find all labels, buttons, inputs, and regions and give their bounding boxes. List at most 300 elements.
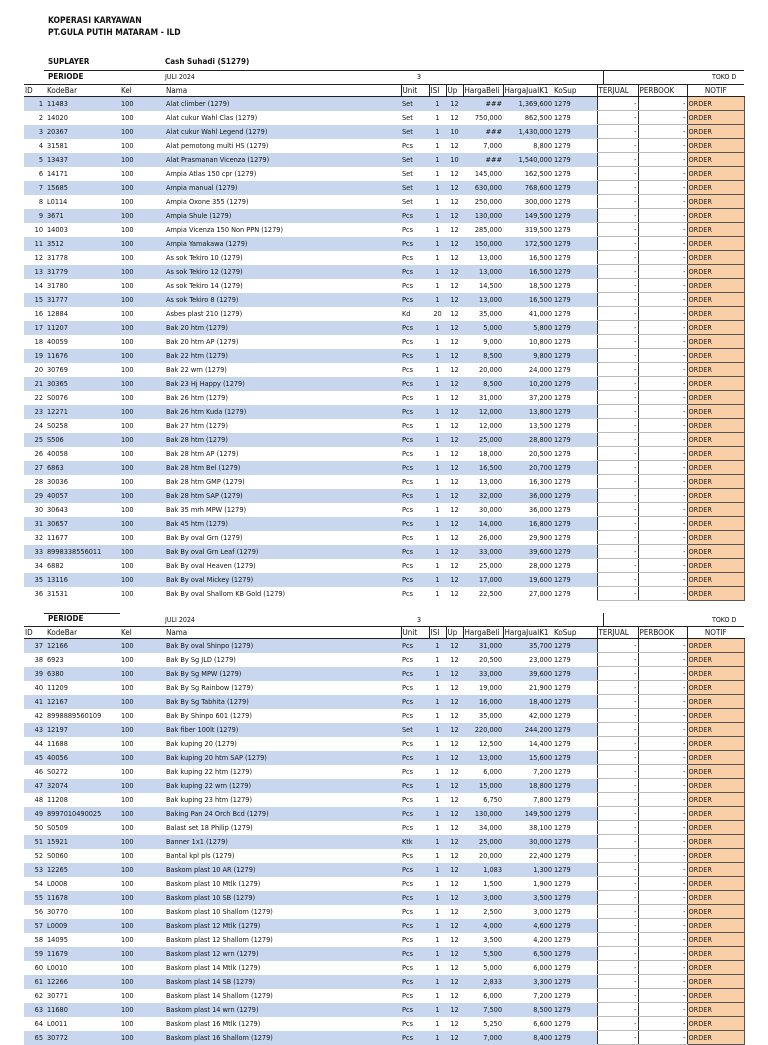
cell-nama: Bak By oval Grn Leaf (1279) <box>165 545 401 559</box>
cell-kodebar: S0272 <box>47 766 68 776</box>
cell-unit: Pcs <box>402 476 413 486</box>
cell-hargabeli: 20,000 <box>479 364 502 374</box>
cell-up: 12 <box>450 560 459 570</box>
cell-unit: Set <box>401 125 429 139</box>
section-number-2: 3 <box>417 616 422 624</box>
cell-unit: Pcs <box>402 392 413 402</box>
cell-terjual: - <box>597 877 638 891</box>
cell-nama: Bak By Sg MPW (1279) <box>165 667 401 681</box>
cell-unit: Pcs <box>402 532 413 542</box>
cell-perbook: - <box>638 667 687 681</box>
cell-hargajual: 10,200 <box>503 377 553 391</box>
cell-hargajual: 39,600 <box>503 667 553 681</box>
cell-kosup: 1279 <box>554 560 571 570</box>
cell-id: 26 <box>34 448 43 458</box>
cell-kodebar: 30769 <box>47 364 68 374</box>
cell-hargajual: 14,400 <box>529 738 552 748</box>
cell-hargabeli: 30,000 <box>479 504 502 514</box>
cell-kosup: 1279 <box>553 97 597 111</box>
cell-kel: 100 <box>121 448 134 458</box>
cell-id: 24 <box>34 420 43 430</box>
cell-nama: Alat climber (1279) <box>165 97 401 111</box>
cell-kodebar: L0011 <box>47 1018 68 1028</box>
cell-unit: Pcs <box>401 545 429 559</box>
cell-kodebar: 12266 <box>46 975 120 989</box>
order-badge: ORDER <box>687 531 744 545</box>
cell-kosup: 1279 <box>554 252 571 262</box>
cell-up: 12 <box>450 168 459 178</box>
cell-terjual: - <box>597 821 638 835</box>
cell-perbook: - <box>638 695 687 709</box>
cell-kel: 100 <box>120 1031 165 1045</box>
cell-hargabeli: 14,500 <box>479 280 502 290</box>
table-header-row <box>24 85 744 97</box>
cell-id: 16 <box>34 308 43 318</box>
cell-up: 12 <box>446 863 463 877</box>
cell-perbook: - <box>638 139 687 153</box>
cell-isi: 1 <box>429 293 446 307</box>
order-badge: ORDER <box>687 307 744 321</box>
cell-kosup: 1279 <box>553 779 597 793</box>
cell-kodebar: 8998338556011 <box>46 545 120 559</box>
cell-kodebar: 12166 <box>46 639 120 653</box>
table-row <box>24 307 744 321</box>
cell-hargabeli: 17,000 <box>463 573 503 587</box>
cell-nama: Baskom plast 14 SB (1279) <box>165 975 401 989</box>
cell-isi: 1 <box>435 420 440 430</box>
table-row <box>24 573 744 587</box>
cell-hargajual: 29,900 <box>529 532 552 542</box>
order-badge: ORDER <box>687 835 744 849</box>
col-terjual: TERJUAL <box>597 627 638 639</box>
cell-perbook: - <box>638 251 687 265</box>
cell-kel: 100 <box>121 392 134 402</box>
cell-kosup: 1279 <box>554 364 571 374</box>
cell-kosup: 1279 <box>554 336 571 346</box>
cell-unit: Pcs <box>402 794 413 804</box>
cell-hargabeli: 35,000 <box>479 710 502 720</box>
cell-unit: Pcs <box>402 1018 413 1028</box>
cell-isi: 1 <box>429 377 446 391</box>
cell-isi: 1 <box>429 461 446 475</box>
cell-nama: Bak kuping 20 htm SAP (1279) <box>165 751 401 765</box>
cell-hargajual: 3,500 <box>503 891 553 905</box>
cell-kosup: 1279 <box>553 919 597 933</box>
cell-kodebar: 15685 <box>46 181 120 195</box>
cell-id: 55 <box>24 891 46 905</box>
cell-id: 28 <box>34 476 43 486</box>
table-row <box>24 545 744 559</box>
cell-kel: 100 <box>121 962 134 972</box>
cell-hargajual: 244,200 <box>503 723 553 737</box>
table-row <box>24 139 744 153</box>
cell-up: 12 <box>450 252 459 262</box>
table-row <box>24 279 744 293</box>
cell-kosup: 1279 <box>554 280 571 290</box>
cell-kosup: 1279 <box>554 504 571 514</box>
cell-terjual: - <box>597 265 638 279</box>
cell-terjual: - <box>597 695 638 709</box>
cell-id: 31 <box>24 517 46 531</box>
cell-hargajual: 38,100 <box>529 822 552 832</box>
cell-kosup: 1279 <box>554 392 571 402</box>
table-row <box>24 653 744 667</box>
table-row <box>24 293 744 307</box>
cell-perbook: - <box>638 419 687 433</box>
cell-hargabeli: 8,500 <box>463 377 503 391</box>
cell-kosup: 1279 <box>553 433 597 447</box>
cell-id: 1 <box>24 97 46 111</box>
col-hargabeli: HargaBeli <box>463 85 503 97</box>
cell-perbook: - <box>638 461 687 475</box>
cell-terjual: - <box>597 849 638 863</box>
table-row <box>24 723 744 737</box>
order-badge: ORDER <box>687 209 744 223</box>
cell-hargabeli: 3,000 <box>463 891 503 905</box>
table-row <box>24 1017 744 1031</box>
cell-perbook: - <box>638 279 687 293</box>
table-row <box>24 681 744 695</box>
cell-hargajual: 7,200 <box>533 766 552 776</box>
cell-kel: 100 <box>121 766 134 776</box>
cell-up: 12 <box>446 1031 463 1045</box>
cell-nama: Bak 22 htm (1279) <box>165 349 401 363</box>
cell-kosup: 1279 <box>553 125 597 139</box>
order-badge: ORDER <box>687 723 744 737</box>
cell-hargajual: 6,000 <box>533 962 552 972</box>
cell-up: 12 <box>450 794 459 804</box>
cell-unit: Set <box>402 196 413 206</box>
cell-kodebar: 31778 <box>47 252 68 262</box>
cell-terjual: - <box>597 933 638 947</box>
cell-hargajual: 7,200 <box>533 990 552 1000</box>
cell-nama: Baskom plast 14 Mtlk (1279) <box>166 962 261 972</box>
cell-kel: 100 <box>121 934 134 944</box>
cell-isi: 1 <box>435 794 440 804</box>
cell-kosup: 1279 <box>553 667 597 681</box>
col-kodebar: KodeBar <box>46 627 120 639</box>
cell-nama: Baking Pan 24 Orch Bcd (1279) <box>165 807 401 821</box>
cell-id: 34 <box>34 560 43 570</box>
cell-hargajual: 16,800 <box>503 517 553 531</box>
cell-terjual: - <box>597 835 638 849</box>
cell-perbook: - <box>638 209 687 223</box>
table-row <box>24 531 744 545</box>
cell-kosup: 1279 <box>553 293 597 307</box>
cell-hargajual: 19,600 <box>503 573 553 587</box>
cell-kodebar: 15921 <box>46 835 120 849</box>
cell-up: 12 <box>450 682 459 692</box>
cell-hargajual: 7,800 <box>533 794 552 804</box>
cell-isi: 1 <box>435 168 440 178</box>
cell-hargabeli: 18,000 <box>479 448 502 458</box>
cell-kodebar: 11678 <box>46 891 120 905</box>
cell-unit: Pcs <box>402 280 413 290</box>
cell-unit: Pcs <box>402 710 413 720</box>
cell-kodebar: S0258 <box>47 420 68 430</box>
cell-hargajual: 23,000 <box>529 654 552 664</box>
cell-isi: 1 <box>429 321 446 335</box>
cell-terjual: - <box>597 765 638 779</box>
cell-perbook: - <box>638 947 687 961</box>
cell-nama: Bak By oval Shinpo (1279) <box>165 639 401 653</box>
cell-unit: Pcs <box>402 140 413 150</box>
org-name: KOPERASI KARYAWAN <box>48 16 142 26</box>
cell-hargabeli: 750,000 <box>474 112 502 122</box>
cell-isi: 1 <box>435 766 440 776</box>
cell-unit: Pcs <box>402 420 413 430</box>
table-row <box>24 405 744 419</box>
table-row <box>24 265 744 279</box>
cell-id: 64 <box>34 1018 43 1028</box>
cell-up: 12 <box>446 1003 463 1017</box>
order-badge: ORDER <box>687 863 744 877</box>
cell-nama: Ampia manual (1279) <box>165 181 401 195</box>
cell-isi: 1 <box>429 125 446 139</box>
cell-hargabeli: 7,000 <box>483 140 502 150</box>
cell-kel: 100 <box>121 476 134 486</box>
order-badge: ORDER <box>687 363 744 377</box>
section-number: 3 <box>417 73 422 81</box>
cell-terjual: - <box>597 503 638 517</box>
col-up: Up <box>446 627 463 639</box>
cell-hargajual: 4,600 <box>503 919 553 933</box>
cell-nama: Bak 28 htm SAP (1279) <box>165 489 401 503</box>
cell-perbook: - <box>638 587 687 601</box>
cell-kodebar: 11207 <box>46 321 120 335</box>
col-notif: NOTIF <box>687 85 744 97</box>
cell-nama: Bak kuping 20 (1279) <box>166 738 237 748</box>
cell-id: 2 <box>38 112 43 122</box>
cell-id: 4 <box>38 140 43 150</box>
cell-kel: 100 <box>120 293 165 307</box>
cell-isi: 1 <box>435 738 440 748</box>
cell-terjual: - <box>597 559 638 573</box>
cell-terjual: - <box>597 723 638 737</box>
cell-up: 12 <box>450 476 459 486</box>
cell-isi: 1 <box>429 779 446 793</box>
cell-kel: 100 <box>121 906 134 916</box>
cell-kel: 100 <box>121 878 134 888</box>
table-row <box>24 765 744 779</box>
cell-kodebar: 32074 <box>46 779 120 793</box>
cell-hargabeli: 12,000 <box>479 420 502 430</box>
cell-up: 12 <box>450 588 459 598</box>
cell-hargajual: 768,600 <box>503 181 553 195</box>
cell-hargajual: 3,000 <box>533 906 552 916</box>
cell-kosup: 1279 <box>553 405 597 419</box>
table-row <box>24 209 744 223</box>
cell-up: 12 <box>450 738 459 748</box>
table-row <box>24 891 744 905</box>
cell-up: 12 <box>450 392 459 402</box>
cell-up: 12 <box>446 489 463 503</box>
cell-isi: 1 <box>435 990 440 1000</box>
cell-nama: As sok Tekiro 14 (1279) <box>166 280 243 290</box>
cell-hargajual: 15,600 <box>503 751 553 765</box>
cell-kosup: 1279 <box>554 140 571 150</box>
cell-hargabeli: 6,000 <box>483 766 502 776</box>
cell-kel: 100 <box>121 112 134 122</box>
cell-kel: 100 <box>121 504 134 514</box>
cell-id: 23 <box>24 405 46 419</box>
cell-unit: Pcs <box>401 779 429 793</box>
cell-terjual: - <box>597 587 638 601</box>
cell-id: 22 <box>34 392 43 402</box>
cell-isi: 1 <box>429 975 446 989</box>
cell-terjual: - <box>597 167 638 181</box>
cell-nama: Bak kuping 23 htm (1279) <box>166 794 253 804</box>
cell-unit: Pcs <box>402 224 413 234</box>
cell-perbook: - <box>638 653 687 667</box>
cell-up: 12 <box>446 751 463 765</box>
cell-perbook: - <box>638 307 687 321</box>
cell-kodebar: 40058 <box>47 448 68 458</box>
supplier-value: Cash Suhadi (S1279) <box>165 57 250 66</box>
cell-terjual: - <box>597 125 638 139</box>
cell-id: 12 <box>34 252 43 262</box>
cell-kodebar: S0076 <box>47 392 68 402</box>
cell-up: 12 <box>450 710 459 720</box>
cell-hargabeli: 33,000 <box>463 667 503 681</box>
cell-kosup: 1279 <box>553 863 597 877</box>
cell-kel: 100 <box>121 794 134 804</box>
cell-kel: 100 <box>121 654 134 664</box>
cell-up: 12 <box>450 196 459 206</box>
cell-nama: Bak 23 Hj Happy (1279) <box>165 377 401 391</box>
cell-id: 56 <box>34 906 43 916</box>
cell-unit: Pcs <box>402 588 413 598</box>
order-badge: ORDER <box>687 377 744 391</box>
cell-kel: 100 <box>120 919 165 933</box>
cell-unit: Pcs <box>401 1003 429 1017</box>
cell-unit: Set <box>401 97 429 111</box>
cell-hargajual: 42,000 <box>529 710 552 720</box>
order-badge: ORDER <box>687 933 744 947</box>
cell-unit: Pcs <box>401 517 429 531</box>
cell-kosup: 1279 <box>554 308 571 318</box>
cell-hargabeli: 13,000 <box>463 265 503 279</box>
cell-nama: Bak 28 htm Bel (1279) <box>165 461 401 475</box>
order-badge: ORDER <box>687 461 744 475</box>
cell-terjual: - <box>597 639 638 653</box>
cell-kodebar: 11208 <box>47 794 68 804</box>
cell-terjual: - <box>597 461 638 475</box>
cell-kel: 100 <box>120 807 165 821</box>
cell-kel: 100 <box>120 695 165 709</box>
cell-kosup: 1279 <box>553 835 597 849</box>
cell-isi: 1 <box>429 1003 446 1017</box>
cell-perbook: - <box>638 751 687 765</box>
cell-id: 25 <box>24 433 46 447</box>
cell-kel: 100 <box>121 252 134 262</box>
table-row <box>24 807 744 821</box>
table-row <box>24 695 744 709</box>
table-row <box>24 419 744 433</box>
cell-nama: Baskom plast 14 wrn (1279) <box>165 1003 401 1017</box>
cell-hargabeli: 1,500 <box>483 878 502 888</box>
col-kosup: KoSup <box>553 627 597 639</box>
cell-isi: 1 <box>435 654 440 664</box>
cell-id: 11 <box>24 237 46 251</box>
cell-isi: 1 <box>435 140 440 150</box>
cell-up: 12 <box>446 975 463 989</box>
cell-kel: 100 <box>120 181 165 195</box>
table-row <box>24 125 744 139</box>
cell-perbook: - <box>638 475 687 489</box>
cell-perbook: - <box>638 933 687 947</box>
cell-kodebar: 13437 <box>46 153 120 167</box>
cell-hargabeli: ### <box>463 125 503 139</box>
cell-unit: Pcs <box>402 738 413 748</box>
table-row <box>24 237 744 251</box>
order-badge: ORDER <box>687 181 744 195</box>
cell-hargajual: 162,500 <box>524 168 552 178</box>
cell-isi: 1 <box>429 863 446 877</box>
col-hargajual: HargaJualK1 <box>503 627 553 639</box>
cell-nama: As sok Tekiro 12 (1279) <box>165 265 401 279</box>
cell-kel: 100 <box>120 573 165 587</box>
cell-hargajual: 319,500 <box>524 224 552 234</box>
order-badge: ORDER <box>687 349 744 363</box>
order-badge: ORDER <box>687 681 744 695</box>
cell-nama: Bak By oval Grn (1279) <box>166 532 243 542</box>
cell-up: 12 <box>446 835 463 849</box>
cell-kosup: 1279 <box>554 738 571 748</box>
cell-id: 60 <box>34 962 43 972</box>
cell-hargajual: 6,500 <box>503 947 553 961</box>
cell-isi: 1 <box>429 573 446 587</box>
table-header-row <box>24 627 744 639</box>
cell-kosup: 1279 <box>553 209 597 223</box>
cell-kosup: 1279 <box>554 112 571 122</box>
cell-up: 12 <box>450 654 459 664</box>
cell-kosup: 1279 <box>554 448 571 458</box>
cell-nama: Asbes plast 210 (1279) <box>166 308 243 318</box>
cell-hargabeli: 20,000 <box>479 850 502 860</box>
order-badge: ORDER <box>687 695 744 709</box>
cell-id: 37 <box>24 639 46 653</box>
order-badge: ORDER <box>687 237 744 251</box>
cell-perbook: - <box>638 335 687 349</box>
order-badge: ORDER <box>687 153 744 167</box>
cell-nama: Bak fiber 100lt (1279) <box>165 723 401 737</box>
cell-up: 12 <box>446 377 463 391</box>
cell-isi: 1 <box>435 392 440 402</box>
order-badge: ORDER <box>687 293 744 307</box>
cell-id: 50 <box>34 822 43 832</box>
order-badge: ORDER <box>687 821 744 835</box>
cell-perbook: - <box>638 1017 687 1031</box>
cell-hargabeli: 26,000 <box>479 532 502 542</box>
cell-kosup: 1279 <box>554 168 571 178</box>
cell-hargabeli: 250,000 <box>474 196 502 206</box>
cell-unit: Set <box>402 112 413 122</box>
cell-isi: 1 <box>429 919 446 933</box>
cell-id: 17 <box>24 321 46 335</box>
cell-hargabeli: 6,750 <box>483 794 502 804</box>
cell-hargajual: 8,500 <box>503 1003 553 1017</box>
order-badge: ORDER <box>687 905 744 919</box>
cell-up: 12 <box>450 140 459 150</box>
cell-hargajual: 18,800 <box>503 779 553 793</box>
cell-up: 12 <box>446 639 463 653</box>
cell-nama: Bak 27 htm (1279) <box>166 420 228 430</box>
cell-kosup: 1279 <box>554 906 571 916</box>
cell-isi: 1 <box>435 878 440 888</box>
col-id: ID <box>24 85 46 97</box>
table-row <box>24 195 744 209</box>
